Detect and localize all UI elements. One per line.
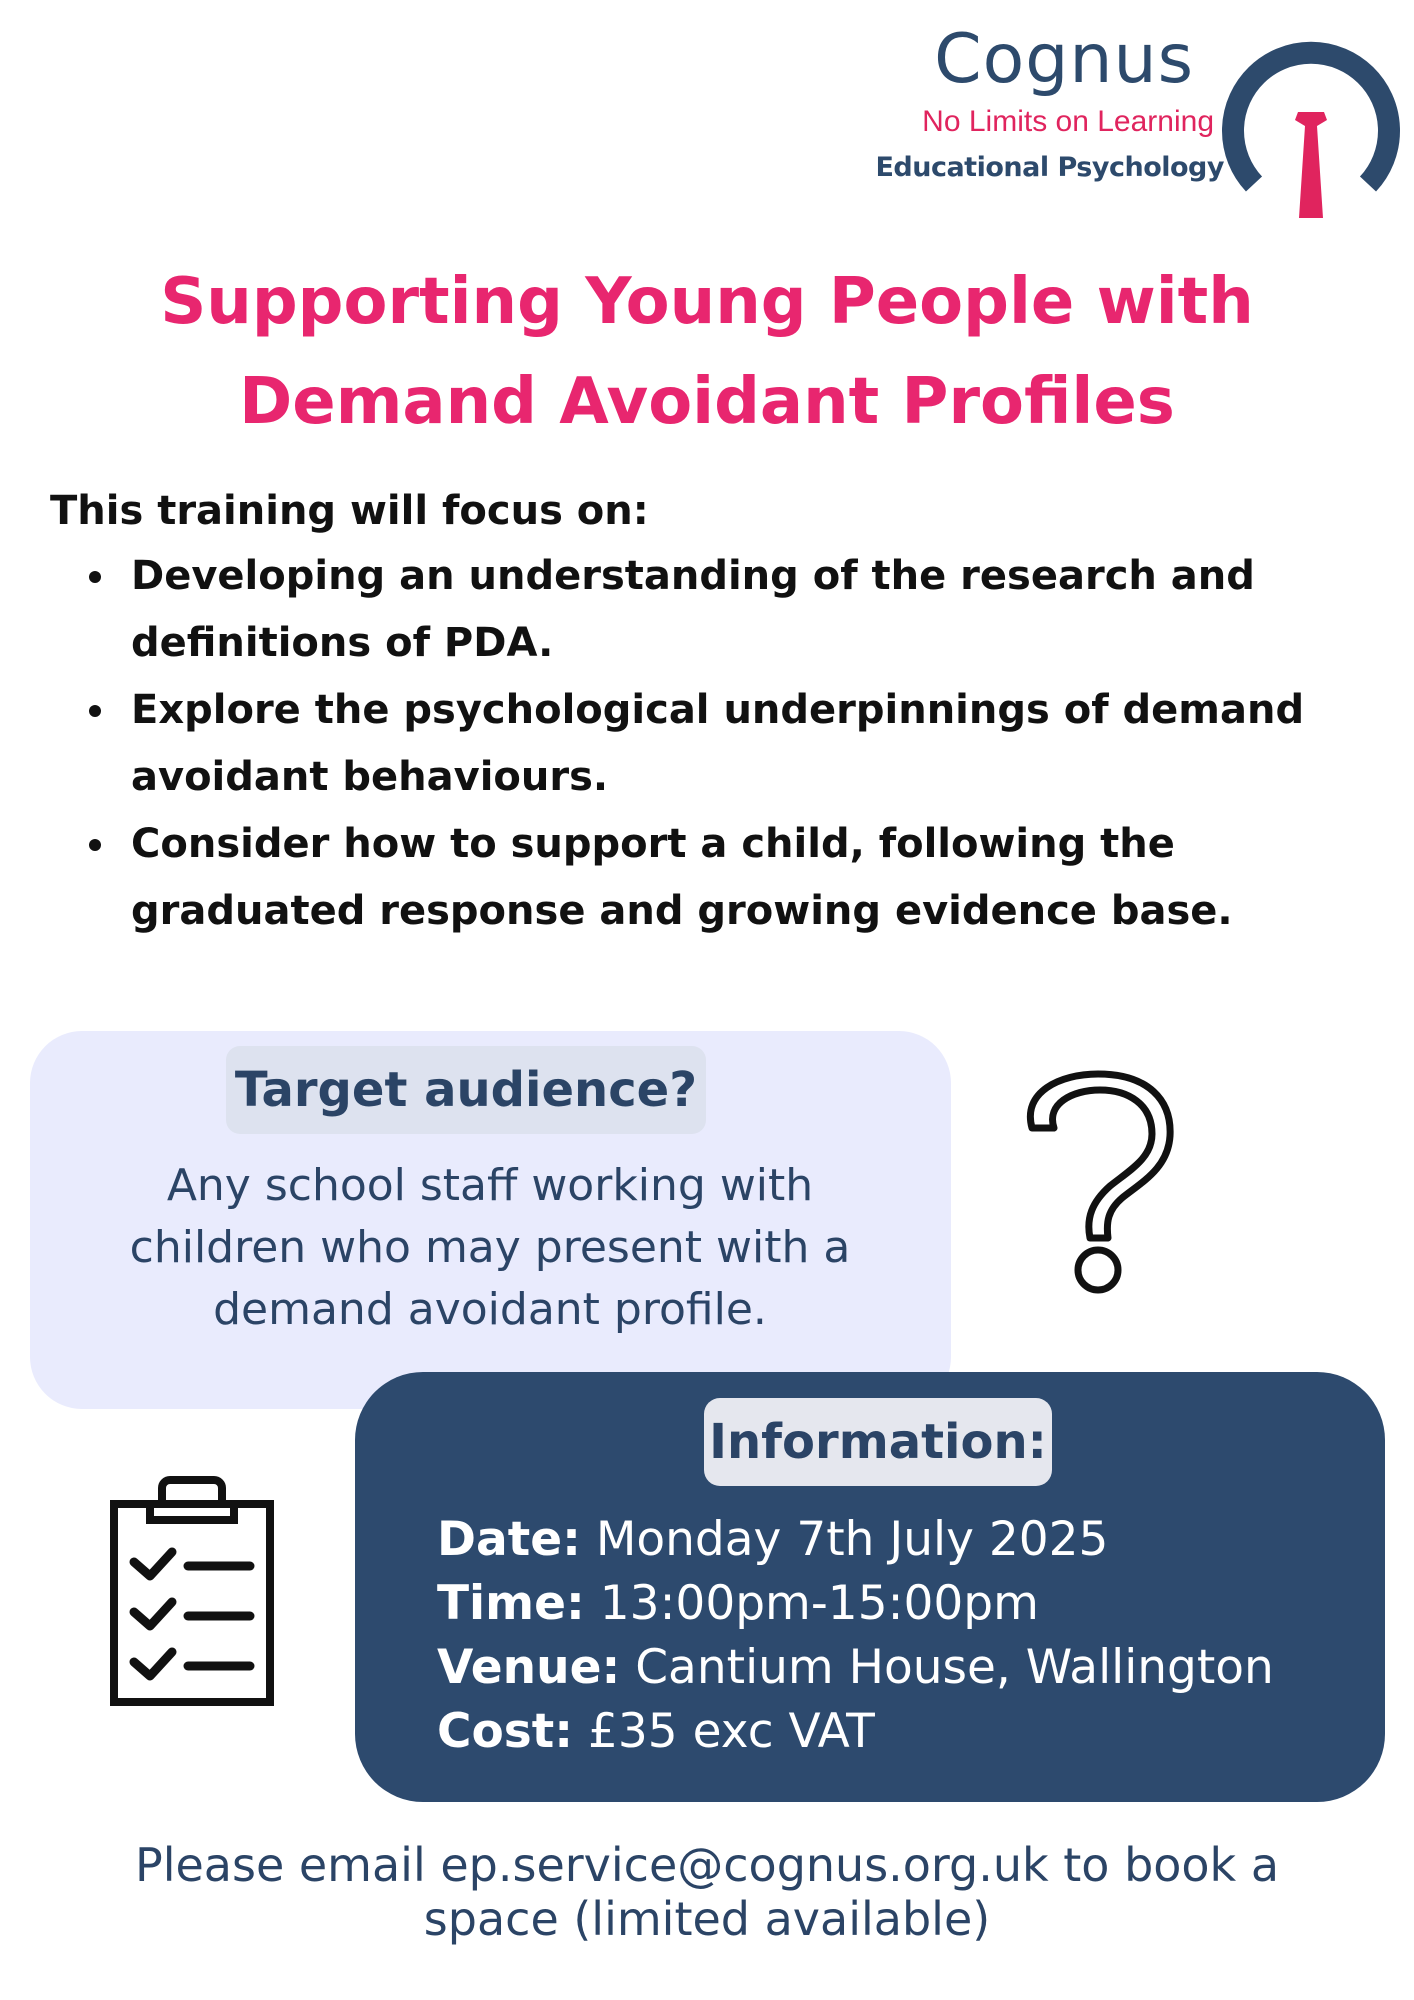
list-item	[75, 811, 1375, 945]
list-item-line: Explore the psychological underpinnings of demand	[131, 687, 1305, 733]
info-date-row	[437, 1508, 1377, 1572]
list-item	[75, 543, 1375, 677]
focus-list	[75, 543, 1375, 945]
footer-line-2: space (limited available)	[423, 1892, 991, 1946]
clipboard-checklist-icon	[106, 1470, 278, 1710]
info-venue-value: Cantium House, Wallington	[635, 1640, 1274, 1695]
logo-department: Educational Psychology	[875, 152, 1224, 183]
information-heading: Information:	[704, 1398, 1052, 1486]
logo-name: Cognus	[934, 20, 1194, 99]
target-audience-heading: Target audience?	[226, 1046, 706, 1134]
info-time-value: 13:00pm-15:00pm	[599, 1576, 1039, 1631]
list-item-line: definitions of PDA.	[131, 620, 554, 666]
info-time-row	[437, 1572, 1377, 1636]
target-audience-line: children who may present with a	[129, 1222, 851, 1273]
focus-heading: This training will focus on:	[50, 488, 649, 534]
list-item-line: Developing an understanding of the research and	[131, 553, 1255, 599]
cognus-logo-icon	[1218, 10, 1404, 220]
list-item-line: avoidant behaviours.	[131, 754, 609, 800]
target-audience-text	[100, 1155, 880, 1341]
info-cost-row	[437, 1700, 1377, 1764]
logo-tagline: No Limits on Learning	[922, 105, 1214, 138]
list-item	[75, 677, 1375, 811]
information-details	[437, 1508, 1377, 1764]
footer-line-1: Please email ep.service@cognus.org.uk to book a	[134, 1838, 1280, 1892]
info-venue-row	[437, 1636, 1377, 1700]
target-audience-line: demand avoidant profile.	[213, 1284, 767, 1335]
info-date-value: Monday 7th July 2025	[595, 1512, 1109, 1567]
question-mark-icon	[1010, 1058, 1190, 1298]
booking-footer	[0, 1838, 1414, 1946]
list-item-line: graduated response and growing evidence base.	[131, 888, 1233, 934]
target-audience-line: Any school staff working with	[166, 1160, 814, 1211]
info-cost-label: Cost:	[437, 1704, 574, 1759]
page-title	[0, 252, 1414, 452]
info-date-label: Date:	[437, 1512, 581, 1567]
list-item-line: Consider how to support a child, following the	[131, 821, 1175, 867]
title-line-2: Demand Avoidant Profiles	[239, 365, 1175, 439]
info-time-label: Time:	[437, 1576, 585, 1631]
title-line-1: Supporting Young People with	[160, 265, 1254, 339]
info-cost-value: £35 exc VAT	[587, 1704, 875, 1759]
logo-text	[875, 20, 1224, 192]
info-venue-label: Venue:	[437, 1640, 621, 1695]
